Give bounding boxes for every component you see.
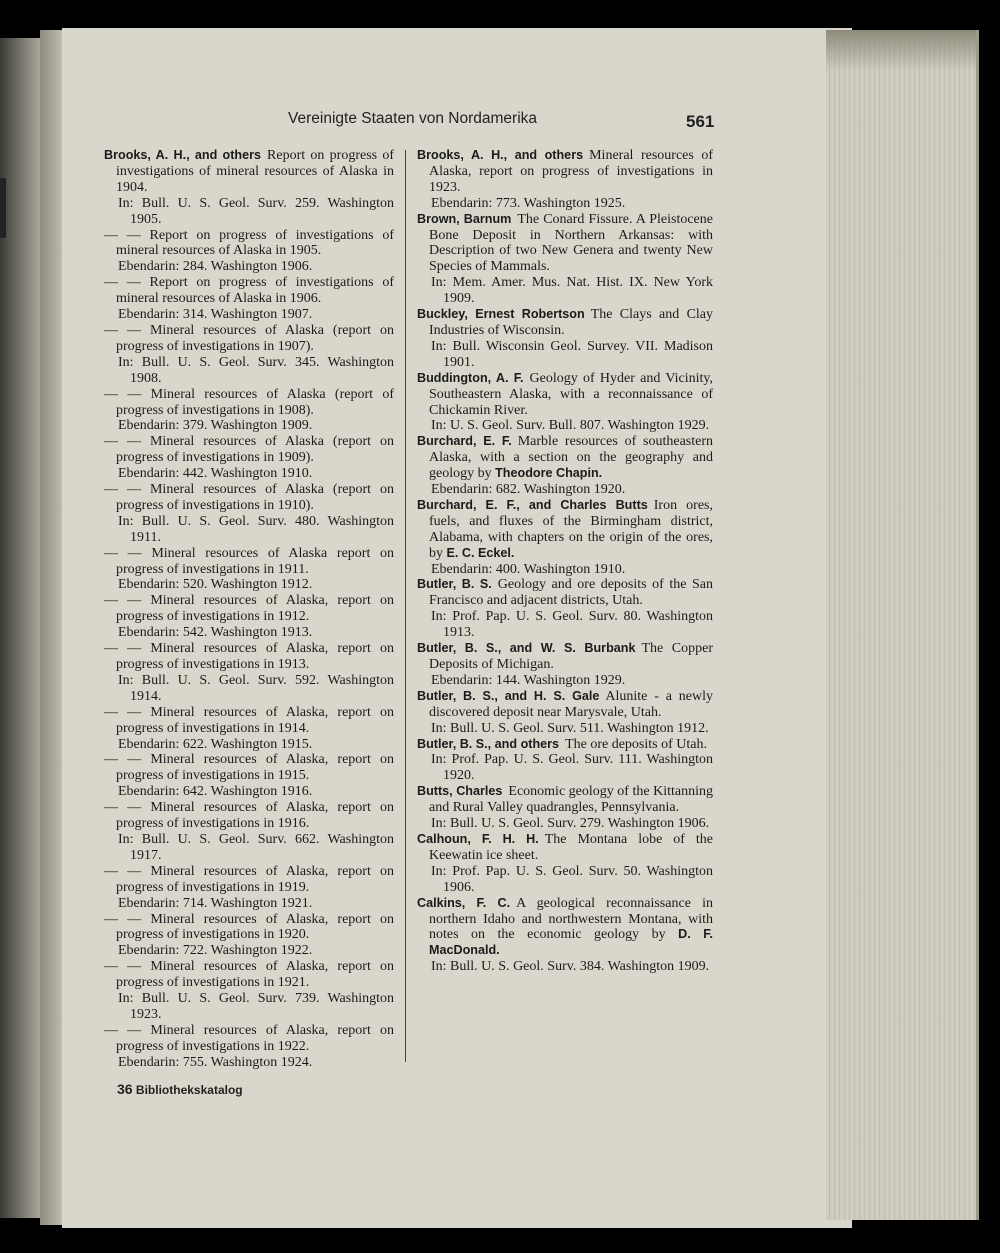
column-divider bbox=[405, 150, 406, 1062]
left-column bbox=[104, 148, 394, 1071]
catalog-entry bbox=[104, 1023, 394, 1055]
entry-title: — — Report on progress of investigations of mineral resources of Alaska in 1905. bbox=[104, 227, 394, 259]
entry-title: — — Mineral resources of Alaska (report of progress of investigations in 1908). bbox=[104, 386, 394, 418]
entry-title: — — Mineral resources of Alaska, report on progress of investigations in 1913. bbox=[104, 641, 394, 672]
catalog-entry bbox=[104, 800, 394, 832]
entry-source: Ebendarin: 314. Washington 1907. bbox=[118, 307, 313, 323]
catalog-entry bbox=[417, 832, 713, 864]
catalog-entry bbox=[417, 896, 713, 960]
entry-title: The Copper Deposits of Michigan. bbox=[429, 641, 713, 672]
entry-source: Ebendarin: 714. Washington 1921. bbox=[118, 895, 313, 911]
entry-title: Alunite - a newly discovered deposit near Marysvale, Utah. bbox=[429, 688, 713, 720]
entry-title: — — Mineral resources of Alaska, report on progress of investigations in 1914. bbox=[104, 704, 394, 736]
entry-source: Ebendarin: 442. Washington 1910. bbox=[118, 466, 313, 482]
entry-source: In: Bull. U. S. Geol. Surv. 384. Washington 1909. bbox=[431, 959, 710, 975]
catalog-entry bbox=[104, 546, 394, 578]
entry-author: Burchard, E. F., and Charles Butts bbox=[417, 497, 648, 512]
entry-source: In: Prof. Pap. U. S. Geol. Surv. 111. Washington 1920. bbox=[431, 752, 713, 784]
catalog-entry bbox=[104, 228, 394, 260]
entry-title: Geology of Hyder and Vicinity, Southeastern Alaska, with a reconnaissance of Chickamin River. bbox=[429, 370, 713, 418]
catalog-entry bbox=[417, 737, 713, 753]
entry-source: In: Bull. U. S. Geol. Surv. 511. Washington 1912. bbox=[431, 720, 709, 736]
entry-title: — — Mineral resources of Alaska, report on progress of investigations in 1919. bbox=[104, 863, 394, 895]
catalog-entry bbox=[417, 307, 713, 339]
entry-title: — — Mineral resources of Alaska (report on progress of investigations in 1909). bbox=[104, 434, 394, 466]
entry-title: The Clays and Clay Industries of Wisconsin. bbox=[429, 307, 714, 338]
entry-author: Calkins, F. C. bbox=[417, 895, 511, 910]
catalog-entry bbox=[104, 323, 394, 355]
catalog-entry bbox=[417, 212, 713, 276]
entry-author: Butler, B. S. bbox=[417, 577, 492, 592]
entry-author: Butler, B. S., and others bbox=[417, 736, 560, 751]
entry-author: Butler, B. S., and W. S. Burbank bbox=[417, 641, 636, 656]
catalog-entry bbox=[104, 275, 394, 307]
entry-contributor: E. C. Eckel. bbox=[446, 545, 515, 560]
entry-source: Ebendarin: 642. Washington 1916. bbox=[118, 784, 313, 800]
catalog-entry bbox=[417, 577, 713, 609]
page-number: 561 bbox=[686, 112, 715, 131]
entry-title: — — Mineral resources of Alaska, report on progress of investigations in 1915. bbox=[104, 752, 394, 784]
entry-source: Ebendarin: 755. Washington 1924. bbox=[118, 1054, 313, 1070]
entry-source: In: Prof. Pap. U. S. Geol. Surv. 80. Washington 1913. bbox=[431, 609, 713, 641]
entry-title: A geological reconnaissance in northern Idaho and northwestern Montana, with notes on the economic geology by bbox=[429, 895, 713, 943]
entry-author: Buddington, A. F. bbox=[417, 370, 524, 385]
entry-title: Economic geology of the Kittanning and Rural Valley quadrangles, Pennsylvania. bbox=[429, 784, 713, 816]
signature-mark bbox=[117, 1081, 243, 1097]
catalog-entry bbox=[104, 705, 394, 737]
entry-source: In: Bull. U. S. Geol. Surv. 480. Washington 1911. bbox=[118, 513, 394, 545]
right-column bbox=[417, 148, 713, 975]
entry-title: The Conard Fissure. A Pleistocene Bone Deposit in Northern Arkansas: with Description of two New Genera and twenty New Species of Mammals. bbox=[429, 211, 713, 275]
entry-author: Brooks, A. H., and others bbox=[417, 148, 584, 162]
catalog-entry bbox=[417, 784, 713, 816]
entry-title: — — Mineral resources of Alaska (report on progress of investigations in 1907). bbox=[104, 322, 394, 354]
entry-title: Iron ores, fuels, and fluxes of the Birmingham district, Alabama, with chapters on the origin of the ores, by bbox=[429, 497, 713, 561]
entry-author: Burchard, E. F. bbox=[417, 434, 512, 449]
entry-source: In: Mem. Amer. Mus. Nat. Hist. IX. New York 1909. bbox=[431, 275, 713, 307]
page-block-edge bbox=[826, 30, 979, 1220]
entry-source: In: Bull. U. S. Geol. Surv. 662. Washington 1917. bbox=[118, 831, 394, 863]
entry-contributor: D. F. MacDonald. bbox=[429, 927, 714, 958]
entry-title: The ore deposits of Utah. bbox=[565, 736, 707, 752]
catalog-entry bbox=[104, 752, 394, 784]
catalog-entry bbox=[104, 434, 394, 466]
entry-source: Ebendarin: 379. Washington 1909. bbox=[118, 418, 313, 434]
entry-author: Buckley, Ernest Robertson bbox=[417, 307, 585, 322]
catalog-entry bbox=[104, 864, 394, 896]
entry-title: Mineral resources of Alaska, report on progress of investigations in 1923. bbox=[429, 148, 714, 195]
entry-source: In: Prof. Pap. U. S. Geol. Surv. 50. Washington 1906. bbox=[431, 863, 713, 895]
entry-title: Geology and ore deposits of the San Francisco and adjacent districts, Utah. bbox=[429, 577, 713, 609]
entry-title: — — Mineral resources of Alaska, report on progress of investigations in 1921. bbox=[104, 959, 394, 991]
entry-source: In: Bull. Wisconsin Geol. Survey. VII. Madison 1901. bbox=[431, 338, 713, 370]
catalog-entry bbox=[417, 371, 713, 419]
entry-source: In: Bull. U. S. Geol. Surv. 592. Washington 1914. bbox=[118, 672, 394, 704]
entry-title: The Montana lobe of the Keewatin ice sheet. bbox=[429, 831, 713, 863]
entry-author: Butts, Charles bbox=[417, 784, 503, 799]
entry-source: Ebendarin: 520. Washington 1912. bbox=[118, 577, 313, 593]
catalog-entry bbox=[417, 498, 713, 562]
entry-source: Ebendarin: 144. Washington 1929. bbox=[431, 672, 626, 688]
entry-source: Ebendarin: 773. Washington 1925. bbox=[431, 195, 626, 211]
signature-number: 36 bbox=[117, 1081, 133, 1097]
entry-author: Brooks, A. H., and others bbox=[104, 148, 262, 162]
catalog-entry bbox=[417, 641, 713, 673]
entry-title: — — Mineral resources of Alaska report on progress of investigations in 1911. bbox=[104, 545, 394, 577]
entry-source: Ebendarin: 542. Washington 1913. bbox=[118, 625, 313, 641]
catalog-entry bbox=[104, 593, 394, 625]
entry-title: — — Report on progress of investigations of mineral resources of Alaska in 1906. bbox=[104, 275, 394, 307]
catalog-entry bbox=[104, 148, 394, 196]
entry-title: — — Mineral resources of Alaska, report on progress of investigations in 1922. bbox=[104, 1022, 394, 1054]
entry-title: — — Mineral resources of Alaska, report on progress of investigations in 1912. bbox=[104, 593, 394, 625]
entry-title: Marble resources of southeastern Alaska, with a section on the geography and geology by bbox=[429, 434, 713, 482]
entry-source: Ebendarin: 722. Washington 1922. bbox=[118, 943, 313, 959]
entry-title: Report on progress of investigations of mineral resources of Alaska in 1904. bbox=[116, 148, 395, 195]
entry-source: In: Bull. U. S. Geol. Surv. 345. Washington 1908. bbox=[118, 354, 394, 386]
entry-contributor: Theodore Chapin. bbox=[495, 466, 603, 481]
catalog-entry bbox=[104, 912, 394, 944]
catalog-entry bbox=[417, 148, 713, 196]
catalog-entry bbox=[104, 482, 394, 514]
entry-source: In: Bull. U. S. Geol. Surv. 279. Washington 1906. bbox=[431, 816, 710, 832]
entry-title: — — Mineral resources of Alaska, report on progress of investigations in 1916. bbox=[104, 800, 394, 832]
signature-label: Bibliothekskatalog bbox=[135, 1083, 243, 1097]
entry-source: In: Bull. U. S. Geol. Surv. 259. Washington 1905. bbox=[118, 195, 394, 227]
entry-title: — — Mineral resources of Alaska (report on progress of investigations in 1910). bbox=[104, 482, 394, 513]
entry-author: Brown, Barnum bbox=[417, 211, 512, 226]
entry-source: Ebendarin: 284. Washington 1906. bbox=[118, 259, 313, 275]
catalog-entry bbox=[104, 959, 394, 991]
entry-source: Ebendarin: 400. Washington 1910. bbox=[431, 561, 626, 577]
catalog-entry bbox=[417, 689, 713, 721]
entry-author: Calhoun, F. H. H. bbox=[417, 831, 539, 846]
entry-source: Ebendarin: 622. Washington 1915. bbox=[118, 736, 313, 752]
entry-source: Ebendarin: 682. Washington 1920. bbox=[431, 482, 626, 498]
entry-source: In: U. S. Geol. Surv. Bull. 807. Washington 1929. bbox=[431, 418, 710, 434]
entry-source: In: Bull. U. S. Geol. Surv. 739. Washington 1923. bbox=[118, 991, 394, 1022]
running-title: Vereinigte Staaten von Nordamerika bbox=[288, 110, 538, 127]
entry-author: Butler, B. S., and H. S. Gale bbox=[417, 688, 600, 703]
catalog-entry bbox=[104, 387, 394, 419]
catalog-entry bbox=[417, 434, 713, 482]
catalog-entry bbox=[104, 641, 394, 673]
entry-title: — — Mineral resources of Alaska, report on progress of investigations in 1920. bbox=[104, 911, 394, 943]
